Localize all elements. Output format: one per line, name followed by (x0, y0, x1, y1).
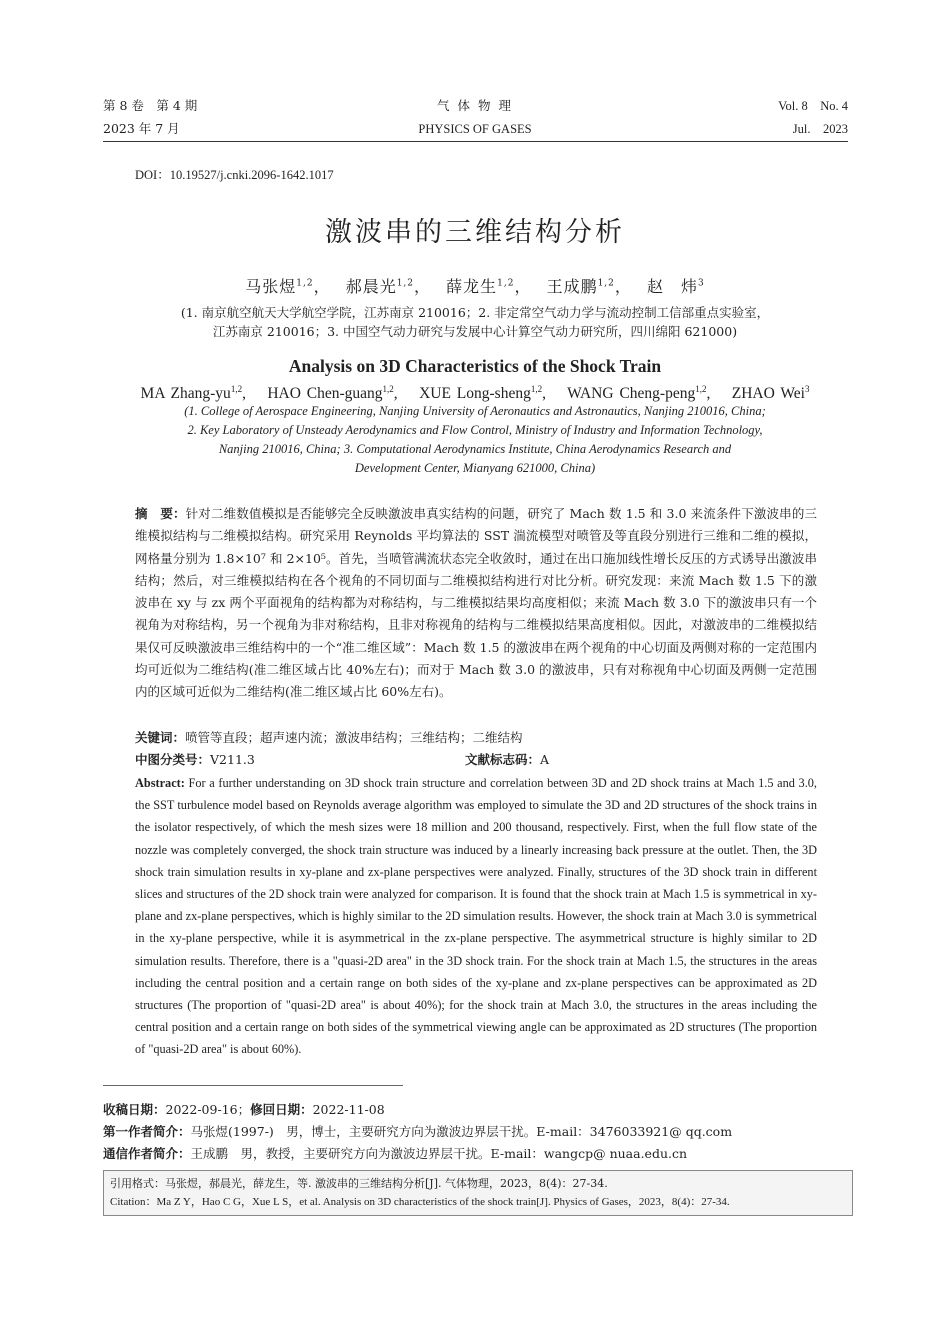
author-cn-5: 赵 炜$^3$ (647, 277, 705, 296)
keywords (135, 727, 817, 749)
doi: DOI：10.19527/j.cnki.2096-1642.1017 (135, 168, 334, 182)
abstract-en-label: Abstract: (135, 776, 185, 790)
classification-text: V211.3 (210, 752, 255, 767)
document-code-label: 文献标志码： (465, 752, 541, 767)
affiliation-en-line-4: Development Center, Mianyang 621000, China) (354, 461, 596, 475)
affiliation-en-line-2: 2. Key Laboratory of Unsteady Aerodynamics and Flow Control, Ministry of Industry and Information Technology, (187, 423, 763, 437)
header-volume-cn: 第 8 卷 第 4 期 (103, 98, 198, 113)
abstract-cn-text: 针对二维数值模拟是否能够完全反映激波串真实结构的问题，研究了 Mach 数 1.5 和 3.0 来流条件下激波串的三维模拟结构与二维模拟结构。研究采用 Reynolds 平均算法的 SST 湍流模型对喷管及等直段分别进行三维和二维的模拟，网格量分别为 1.8×10⁷ 和 2×10⁵。首先，当喷管满流状态完全收敛时，通过在出口施加线性增长反压的方式诱导出激波串结构；然后，对三维模拟结构在各个视角的不同切面与二维模拟结构进行对比分析。研究发现：来流 Mach 数 1.5 下的激波串在 xy 与 zx 两个平面视角的结构都为对称结构，与二维模拟结果均高度相似；来流 Mach 数 3.0 下的激波串只有一个视角为对称结构，另一个视角为非对称结构，且非对称视角的结构与二维模拟结果高度相似。因此，对激波串的二维模拟结果仅可反映激波串三维结构中的一个“准二维区域”：Mach 数 1.5 的激波串在两个视角的中心切面及两侧对称的一定范围内均可近似为二维结构(准二维区域占比 40%左右)；而对于 Mach 数 3.0 的激波串，只有对称视角中心切面及两侧一定范围内的区域可近似为二维结构(准二维区域占比 60%左右)。 (135, 506, 817, 700)
author-en-3: XUE Long-sheng$^{1,2}$ (419, 383, 543, 402)
classification (135, 749, 817, 771)
abstract-en (135, 772, 817, 1061)
header-rule (103, 141, 848, 142)
corresponding-author-note: 通信作者简介：王成鹏 男，教授，主要研究方向为激波边界层干扰。E-mail：wangcp@ nuaa.edu.cn (103, 1146, 688, 1161)
header-date-cn: 2023 年 7 月 (103, 121, 180, 136)
title-cn: 激波串的三维结构分析 (325, 217, 625, 248)
header-date-en: Jul. 2023 (792, 122, 848, 136)
affiliation-en-line-1: (1. College of Aerospace Engineering, Nanjing University of Aeronautics and Astronautics, Nanjing 210016, China; (184, 404, 766, 418)
abstract-cn (135, 503, 817, 704)
author-cn-4: 王成鹏$^{1,2}$ (546, 277, 615, 296)
author-cn-3: 薛龙生$^{1,2}$ (446, 277, 515, 296)
title-en: Analysis on 3D Characteristics of the Shock Train (288, 356, 662, 376)
citation-en: Citation：Ma Z Y，Hao C G，Xue L S，et al. Analysis on 3D characteristics of the shock train[J]. Physics of Gases，2023，8(4)：27-34. (110, 1196, 730, 1208)
first-author-note: 第一作者简介：马张煜(1997-) 男，博士，主要研究方向为激波边界层干扰。E-mail：3476033921@ qq.com (103, 1124, 733, 1139)
header-journal-cn: 气 体 物 理 (437, 98, 513, 113)
affiliation-en (0, 402, 950, 478)
author-en-5: ZHAO Wei$^3$ (731, 383, 810, 402)
document-code (465, 749, 549, 771)
abstract-cn-label: 摘 要： (135, 506, 186, 521)
author-cn-1: 马张煜$^{1,2}$ (245, 277, 314, 296)
author-en-1: MA Zhang-yu$^{1,2}$ (140, 383, 243, 402)
affiliation-en-line-3: Nanjing 210016, China; 3. Computational Aerodynamics Institute, China Aerodynamics Research and (218, 442, 732, 456)
header-volume-en: Vol. 8 No. 4 (778, 99, 848, 113)
author-cn-2: 郝晨光$^{1,2}$ (345, 277, 415, 296)
document-code-text: A (540, 752, 550, 767)
received-dates: 收稿日期：2022-09-16；修回日期：2022-11-08 (103, 1102, 385, 1117)
affiliation-cn-line-2: 江苏南京 210016；3. 中国空气动力研究与发展中心计算空气动力研究所，四川绵阳 621000) (212, 324, 738, 339)
abstract-en-text: For a further understanding on 3D shock train structure and correlation between 3D and 2D shock trains at Mach 1.5 and 3.0, the SST turbulence model based on Reynolds average algorithm was employed to simulate the 3D and 2D structures of the shock trains in the isolator respectively, of which the mesh sizes were 18 million and 200 thousand, respectively. First, when the full flow state of the nozzle was completely converged, the shock train structure was induced by a linearly increasing back pressure at the outlet. Then, the 3D shock train simulation results in xy-plane and zx-plane perspectives were analyzed. Finally, structures of the 3D shock train in different slices and structures of the 2D shock train were analyzed for comparison. It is found that the shock train at Mach 1.5 is symmetrical in xy-plane and zx-plane perspectives, which is highly similar to the 2D simulation results. However, the shock train at Mach 3.0 is symmetrical in the xy-plane perspective, while it is asymmetrical in the zx-plane perspective. The asymmetrical structure is highly similar to 2D simulation results. Therefore, there is a "quasi-2D area" in the 3D shock train. For the shock train at Mach 1.5, the structures in the areas including the central position and a certain range on both sides of the xy-plane and zx-plane perspectives can be approximated as 2D structures (The proportion of "quasi-2D area" is about 40%); for the shock train at Mach 3.0, the structures in the areas including the central position and a certain range on both sides of the symmetrical viewing angle can be approximated as 2D structures (The proportion of "quasi-2D area" is about 60%). (135, 776, 817, 1057)
authors-en: MA Zhang-yu$^{1,2}$, HAO Chen-guang$^{1,2}$, XUE Long-sheng$^{1,2}$, WANG Cheng-peng$^{1,2}$, ZHAO Wei$^3$ (140, 383, 810, 402)
authors-cn: 马张煜$^{1,2}$， 郝晨光$^{1,2}$， 薛龙生$^{1,2}$， 王成鹏$^{1,2}$， 赵 炜$^3$ (245, 277, 705, 296)
citation-cn: 引用格式：马张煜，郝晨光，薛龙生，等. 激波串的三维结构分析[J]. 气体物理，2023，8(4)：27-34. (110, 1177, 608, 1190)
author-en-2: HAO Chen-guang$^{1,2}$ (267, 383, 394, 402)
header-journal-en: PHYSICS OF GASES (418, 122, 532, 136)
author-en-4: WANG Cheng-peng$^{1,2}$ (567, 383, 707, 402)
affiliation-cn-line-1: (1. 南京航空航天大学航空学院，江苏南京 210016；2. 非定常空气动力学与流动控制工信部重点实验室， (180, 305, 770, 320)
citation-box (103, 1170, 853, 1216)
affiliation-cn (0, 303, 950, 341)
keywords-text: 喷管等直段；超声速内流；激波串结构；三维结构；二维结构 (185, 730, 523, 745)
classification-label: 中图分类号： (135, 752, 211, 767)
footnote-rule (103, 1085, 403, 1086)
keywords-label: 关键词： (135, 730, 186, 745)
